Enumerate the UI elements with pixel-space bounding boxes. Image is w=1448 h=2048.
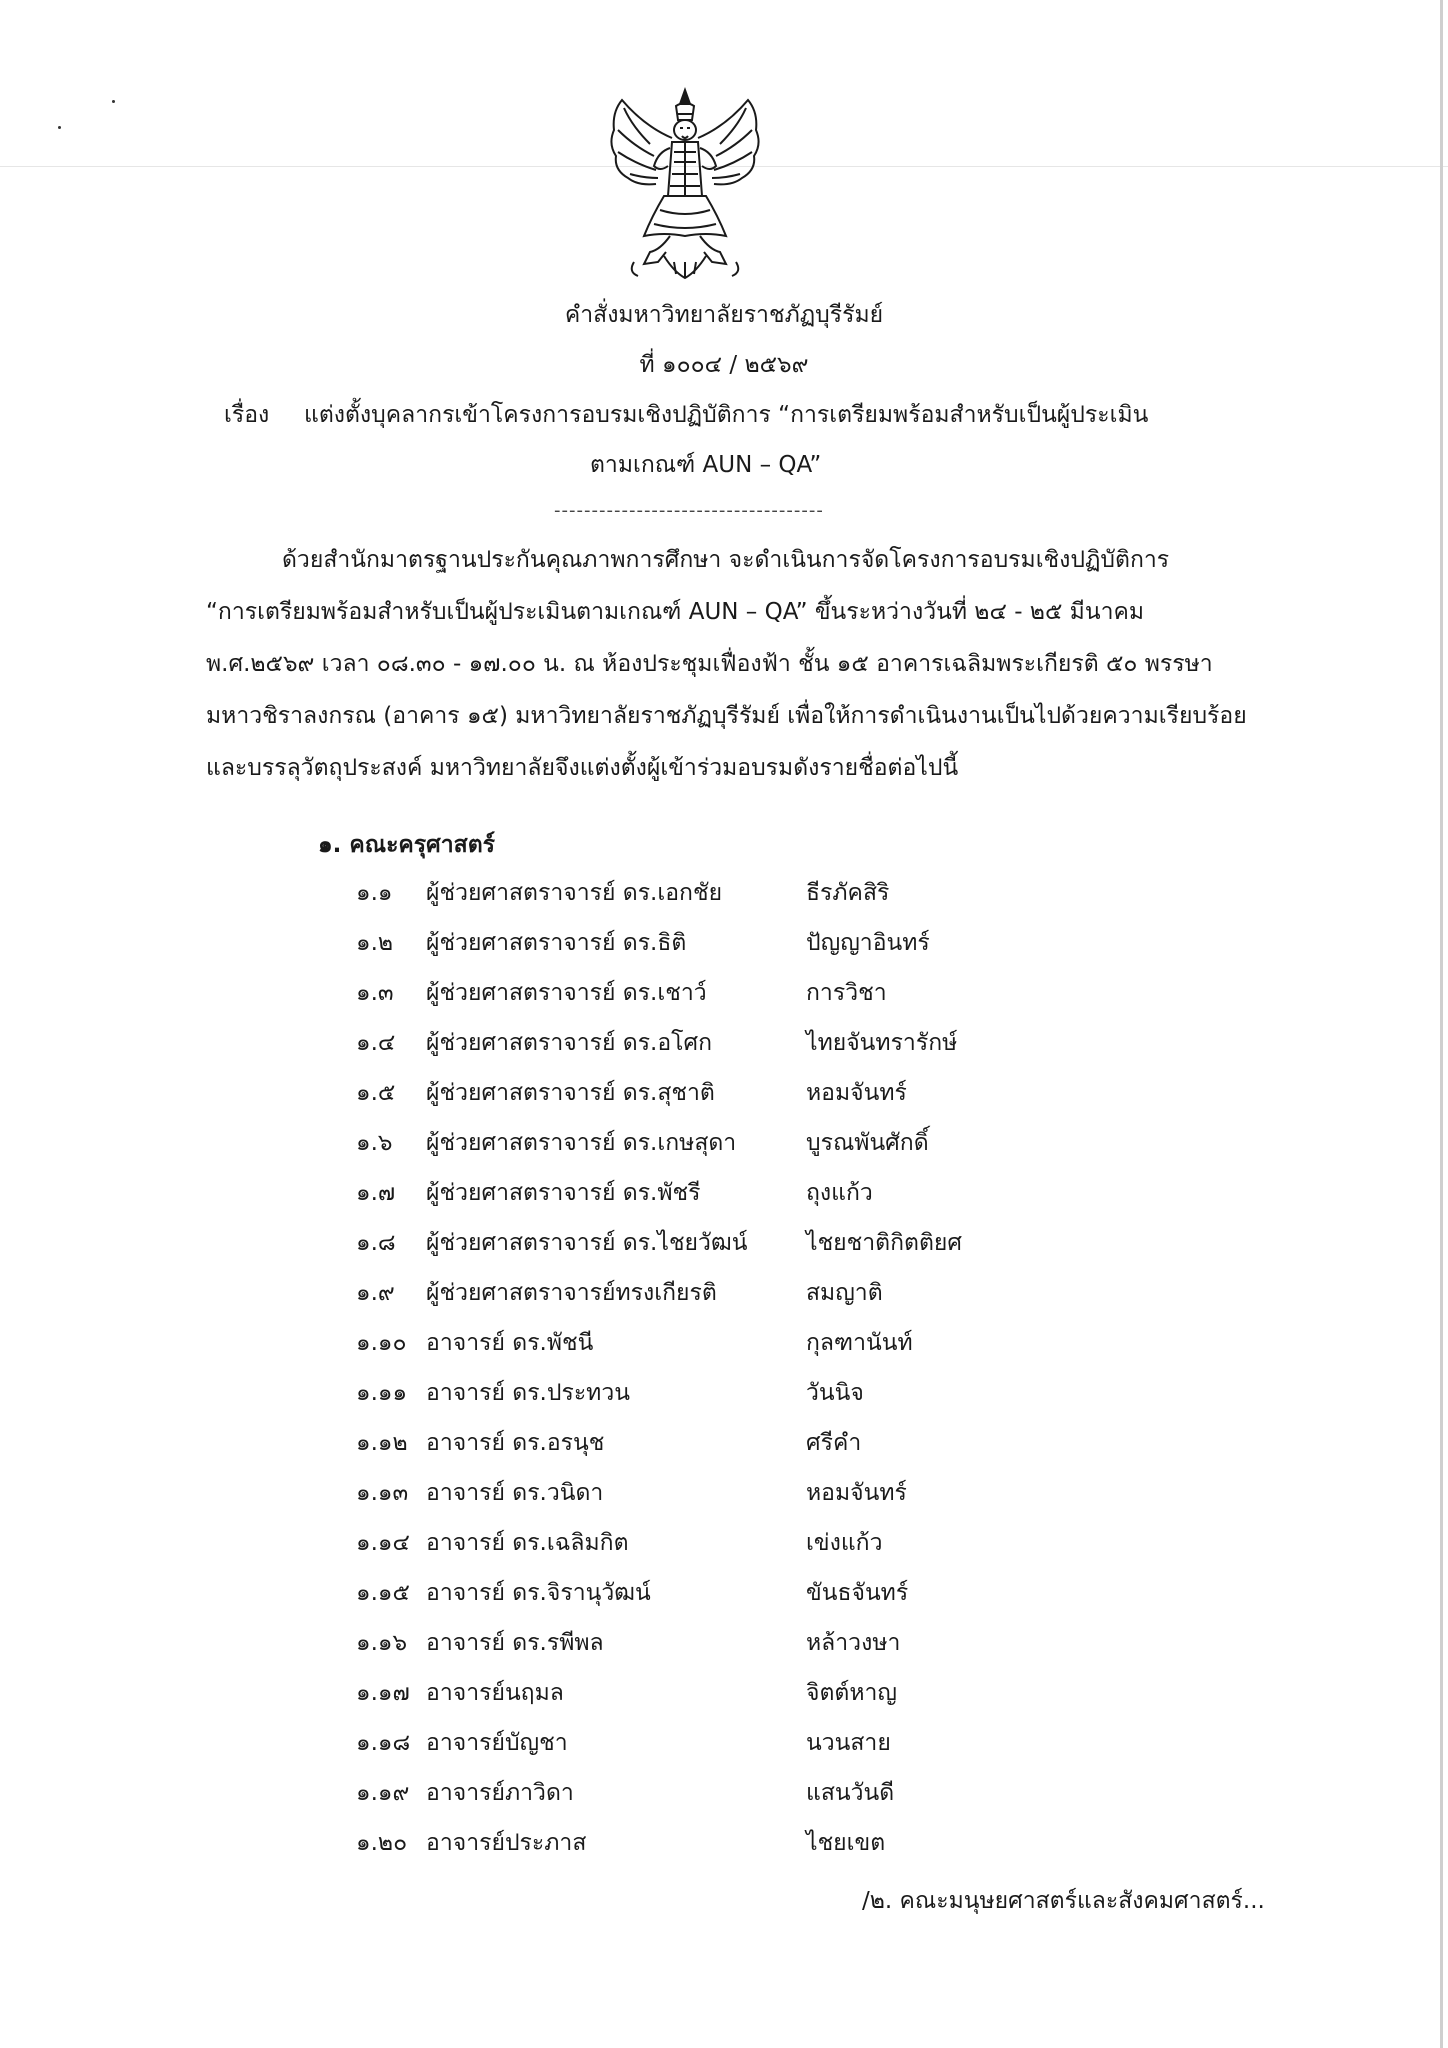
member-surname: แสนวันดี (806, 1780, 895, 1806)
item-number: ๑.๑๖ (356, 1630, 408, 1656)
item-number: ๑.๑๕ (356, 1580, 410, 1606)
subject-text: แต่งตั้งบุคลากรเข้าโครงการอบรมเชิงปฏิบัติการ “การเตรียมพร้อมสำหรับเป็นผู้ประเมิน (304, 402, 1149, 428)
member-title-name: ผู้ช่วยศาสตราจารย์ทรงเกียรติ (426, 1280, 717, 1306)
list-item (356, 1778, 1156, 1828)
member-surname: หล้าวงษา (806, 1630, 901, 1656)
member-title-name: ผู้ช่วยศาสตราจารย์ ดร.เชาว์ (426, 980, 707, 1006)
list-item (356, 878, 1156, 928)
separator-line: ------------------------------------ (554, 500, 824, 521)
item-number: ๑.๑๓ (356, 1480, 409, 1506)
member-title-name: อาจารย์ ดร.พัชนี (426, 1330, 594, 1356)
member-title-name: อาจารย์ ดร.เฉลิมกิต (426, 1530, 629, 1556)
member-surname: ขันธจันทร์ (806, 1580, 909, 1606)
member-surname: วันนิจ (806, 1380, 864, 1406)
section-heading: ๑. คณะครุศาสตร์ (318, 832, 496, 858)
member-surname: บูรณพันศักดิ์ (806, 1130, 929, 1156)
member-title-name: อาจารย์ ดร.ประทวน (426, 1380, 630, 1406)
list-item (356, 1128, 1156, 1178)
scan-speck (112, 100, 115, 103)
list-item (356, 1328, 1156, 1378)
list-item (356, 1178, 1156, 1228)
body-paragraph-line: ด้วยสำนักมาตรฐานประกันคุณภาพการศึกษา จะดำเนินการจัดโครงการอบรมเชิงปฏิบัติการ (282, 547, 1170, 573)
subject-row (224, 400, 1148, 430)
member-surname: ถุงแก้ว (806, 1180, 873, 1206)
member-title-name: ผู้ช่วยศาสตราจารย์ ดร.ไชยวัฒน์ (426, 1230, 748, 1256)
item-number: ๑.๓ (356, 980, 394, 1006)
item-number: ๑.๗ (356, 1180, 396, 1206)
member-surname: นวนสาย (806, 1730, 891, 1756)
member-title-name: ผู้ช่วยศาสตราจารย์ ดร.พัชรี (426, 1180, 701, 1206)
body-paragraph-line: พ.ศ.๒๕๖๙ เวลา ๐๘.๓๐ - ๑๗.๐๐ น. ณ ห้องประชุมเฟื่องฟ้า ชั้น ๑๕ อาคารเฉลิมพระเกียรติ ๕๐ พรรษา (206, 651, 1213, 677)
body-paragraph-line: มหาวชิราลงกรณ (อาคาร ๑๕) มหาวิทยาลัยราชภัฏบุรีรัมย์ เพื่อให้การดำเนินงานเป็นไปด้วยความเรียบร้อย (206, 703, 1247, 729)
list-item (356, 1728, 1156, 1778)
member-surname: จิตต์หาญ (806, 1680, 898, 1706)
member-title-name: อาจารย์ ดร.วนิดา (426, 1480, 604, 1506)
member-title-name: ผู้ช่วยศาสตราจารย์ ดร.ธิติ (426, 930, 687, 956)
item-number: ๑.๒๐ (356, 1830, 408, 1856)
member-surname: ไชยเขต (806, 1830, 886, 1856)
list-item (356, 1428, 1156, 1478)
member-title-name: อาจารย์ ดร.อรนุช (426, 1430, 605, 1456)
item-number: ๑.๒ (356, 930, 394, 956)
scan-speck (58, 126, 61, 129)
order-number: ที่ ๑๐๐๔ / ๒๕๖๙ (639, 352, 809, 378)
member-surname: หอมจันทร์ (806, 1080, 907, 1106)
list-item (356, 1678, 1156, 1728)
item-number: ๑.๑๙ (356, 1780, 410, 1806)
member-surname: ธีรภัคสิริ (806, 880, 890, 906)
member-surname: สมญาติ (806, 1280, 883, 1306)
list-item (356, 1278, 1156, 1328)
body-paragraph-line: “การเตรียมพร้อมสำหรับเป็นผู้ประเมินตามเกณฑ์ AUN – QA” ขึ้นระหว่างวันที่ ๒๔ - ๒๕ มีนาคม (206, 599, 1145, 625)
item-number: ๑.๑๒ (356, 1430, 408, 1456)
continuation-note: /๒. คณะมนุษยศาสตร์และสังคมศาสตร์... (862, 1888, 1265, 1914)
list-item (356, 1378, 1156, 1428)
member-title-name: อาจารย์ ดร.จิรานุวัฒน์ (426, 1580, 651, 1606)
item-number: ๑.๑๗ (356, 1680, 410, 1706)
item-number: ๑.๑๔ (356, 1530, 410, 1556)
item-number: ๑.๑๐ (356, 1330, 407, 1356)
list-item (356, 1628, 1156, 1678)
member-surname: หอมจันทร์ (806, 1480, 907, 1506)
member-surname: กุลฑานันท์ (806, 1330, 913, 1356)
list-item (356, 1478, 1156, 1528)
list-item (356, 978, 1156, 1028)
member-title-name: อาจารย์ภาวิดา (426, 1780, 574, 1806)
subject-text-continued: ตามเกณฑ์ AUN – QA” (590, 452, 822, 478)
item-number: ๑.๘ (356, 1230, 396, 1256)
list-item (356, 1228, 1156, 1278)
item-number: ๑.๙ (356, 1280, 395, 1306)
item-number: ๑.๑๘ (356, 1730, 411, 1756)
member-title-name: อาจารย์นฤมล (426, 1680, 564, 1706)
garuda-emblem-icon (604, 86, 766, 282)
item-number: ๑.๕ (356, 1080, 396, 1106)
member-title-name: อาจารย์ ดร.รพีพล (426, 1630, 604, 1656)
member-title-name: อาจารย์บัญชา (426, 1730, 568, 1756)
member-surname: ศรีคำ (806, 1430, 862, 1456)
list-item (356, 1078, 1156, 1128)
item-number: ๑.๔ (356, 1030, 396, 1056)
member-title-name: ผู้ช่วยศาสตราจารย์ ดร.เกษสุดา (426, 1130, 737, 1156)
list-item (356, 1828, 1156, 1878)
list-item (356, 1528, 1156, 1578)
member-title-name: ผู้ช่วยศาสตราจารย์ ดร.สุชาติ (426, 1080, 715, 1106)
item-number: ๑.๑ (356, 880, 393, 906)
list-item (356, 928, 1156, 978)
list-item (356, 1028, 1156, 1078)
member-surname: การวิชา (806, 980, 887, 1006)
subject-label: เรื่อง (224, 402, 270, 428)
item-number: ๑.๖ (356, 1130, 393, 1156)
member-surname: ปัญญาอินทร์ (806, 930, 930, 956)
member-title-name: ผู้ช่วยศาสตราจารย์ ดร.เอกชัย (426, 880, 723, 906)
body-paragraph-line: และบรรลุวัตถุประสงค์ มหาวิทยาลัยจึงแต่งตั้งผู้เข้าร่วมอบรมดังรายชื่อต่อไปนี้ (206, 755, 959, 781)
order-title: คำสั่งมหาวิทยาลัยราชภัฏบุรีรัมย์ (564, 302, 884, 328)
member-title-name: อาจารย์ประภาส (426, 1830, 587, 1856)
member-surname: เข่งแก้ว (806, 1530, 883, 1556)
member-surname: ไชยชาติกิตติยศ (806, 1230, 962, 1256)
member-list (356, 878, 1156, 1878)
member-title-name: ผู้ช่วยศาสตราจารย์ ดร.อโศก (426, 1030, 713, 1056)
item-number: ๑.๑๑ (356, 1380, 408, 1406)
page-edge (1440, 0, 1443, 2048)
list-item (356, 1578, 1156, 1628)
member-surname: ไทยจันทรารักษ์ (806, 1030, 958, 1056)
